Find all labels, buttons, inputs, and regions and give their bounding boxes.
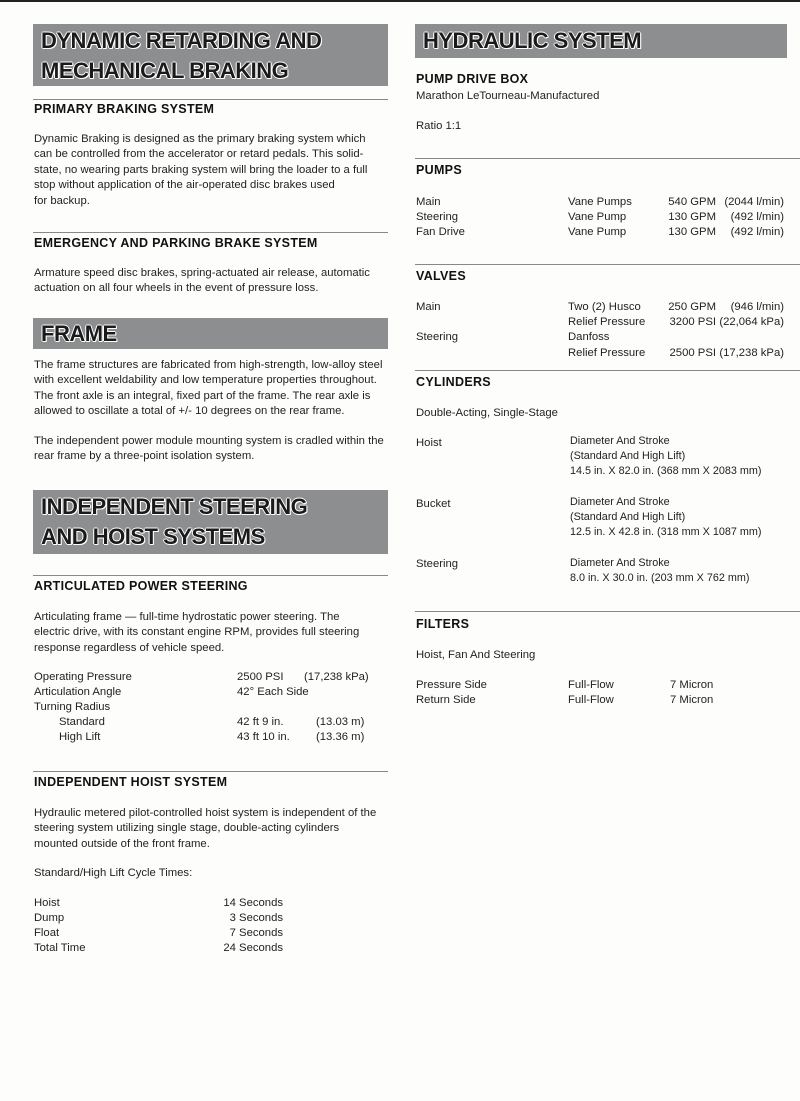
section-rule <box>33 99 388 100</box>
section-rule <box>415 611 800 612</box>
cycle-value: 14 Seconds <box>223 897 283 909</box>
hoist-system-text <box>34 806 376 852</box>
text-line: rear frame by a three-point isolation system. <box>34 450 255 463</box>
hoist-system-heading: INDEPENDENT HOIST SYSTEM <box>34 775 228 789</box>
valve-relief-metric: (22,064 kPa) <box>719 316 784 328</box>
steering-hoist-banner <box>33 490 388 554</box>
filter-label: Pressure Side <box>416 679 487 691</box>
cycle-label: Hoist <box>34 897 60 909</box>
primary-braking-heading: PRIMARY BRAKING SYSTEM <box>34 102 215 116</box>
spec-label: Operating Pressure <box>34 671 132 683</box>
valve-label: Steering <box>416 331 459 343</box>
section-rule <box>33 575 388 576</box>
filters-heading: FILTERS <box>416 617 470 631</box>
pump-label: Fan Drive <box>416 226 465 238</box>
cylinders-heading: CYLINDERS <box>416 375 491 389</box>
spec-label: Articulation Angle <box>34 686 122 698</box>
pump-drive-heading: PUMP DRIVE BOX <box>416 72 529 86</box>
spec-value: 2500 PSI <box>237 671 284 683</box>
frame-text-2 <box>34 434 384 465</box>
pump-value: 130 GPM <box>668 226 716 238</box>
valve-relief: Relief Pressure <box>568 316 646 328</box>
cylinder-detail: Diameter And Stroke <box>570 435 670 447</box>
articulated-steering-heading: ARTICULATED POWER STEERING <box>34 579 248 593</box>
cylinder-detail: 14.5 in. X 82.0 in. (368 mm X 2083 mm) <box>570 465 762 477</box>
valve-label: Main <box>416 301 441 313</box>
pump-metric: (492 l/min) <box>730 211 784 223</box>
text-line: mounted outside of the front frame. <box>34 837 210 850</box>
primary-braking-text <box>34 132 367 209</box>
valve-relief-value: 3200 PSI <box>669 316 716 328</box>
banner-line: MECHANICAL BRAKING <box>41 58 289 83</box>
valve-type: Two (2) Husco <box>568 301 641 313</box>
text-line: for backup. <box>34 194 90 207</box>
spec-value: 43 ft 10 in. <box>237 731 290 743</box>
pump-drive-maker: Marathon LeTourneau-Manufactured <box>416 90 600 102</box>
pump-drive-ratio: Ratio 1:1 <box>416 120 462 132</box>
cylinder-label: Steering <box>416 558 459 570</box>
text-line: with excellent weldability and low temperature properties throughout. <box>34 374 377 387</box>
filters-subtitle: Hoist, Fan And Steering <box>416 649 536 661</box>
section-rule <box>415 158 800 159</box>
hydraulic-system-banner: HYDRAULIC SYSTEM <box>415 24 787 58</box>
cycle-times-title: Standard/High Lift Cycle Times: <box>34 867 193 879</box>
cycle-label: Dump <box>34 912 65 924</box>
spec-value: 42° Each Side <box>237 686 309 698</box>
valve-relief-value: 2500 PSI <box>669 347 716 359</box>
cylinder-label: Hoist <box>416 437 442 449</box>
spec-metric: (13.03 m) <box>316 716 365 728</box>
text-line: actuation on all four wheels in the event of pressure loss. <box>34 282 319 295</box>
cylinder-detail: Diameter And Stroke <box>570 557 670 569</box>
banner-line: INDEPENDENT STEERING <box>41 494 308 519</box>
cylinders-type: Double-Acting, Single-Stage <box>416 407 558 419</box>
text-line: Hydraulic metered pilot-controlled hoist system is independent of the <box>34 807 377 819</box>
top-border <box>0 0 800 2</box>
cylinder-detail: (Standard And High Lift) <box>570 450 686 462</box>
pump-type: Vane Pump <box>568 211 627 223</box>
text-line: stop without application of the air-operated disc brakes used <box>34 179 335 192</box>
text-line: steering system utilizing single stage, double-acting cylinders <box>34 822 340 835</box>
text-line: can be controlled from the accelerator or retard pedals. This solid- <box>34 148 364 161</box>
pump-metric: (2044 l/min) <box>724 196 784 208</box>
text-line: The front axle is an integral, fixed part of the frame. The rear axle is <box>34 389 371 402</box>
cycle-label: Total Time <box>34 942 86 954</box>
cylinder-detail: Diameter And Stroke <box>570 496 670 508</box>
valves-heading: VALVES <box>416 269 466 283</box>
emergency-brake-heading: EMERGENCY AND PARKING BRAKE SYSTEM <box>34 236 318 250</box>
spec-label: Turning Radius <box>34 701 111 713</box>
section-rule <box>33 232 388 233</box>
filter-value: 7 Micron <box>670 679 714 691</box>
emergency-brake-text <box>34 266 370 297</box>
text-line: The independent power module mounting system is cradled within the <box>34 435 384 447</box>
text-line: electric drive, with its constant engine RPM, provides full steering <box>34 626 360 639</box>
filter-label: Return Side <box>416 694 476 706</box>
pump-label: Steering <box>416 211 459 223</box>
filter-type: Full-Flow <box>568 694 614 706</box>
section-rule <box>415 264 800 265</box>
section-rule <box>33 771 388 772</box>
text-line: response regardless of vehicle speed. <box>34 641 225 654</box>
cylinder-label: Bucket <box>416 498 451 510</box>
spec-value: 42 ft 9 in. <box>237 716 284 728</box>
valve-relief-metric: (17,238 kPa) <box>719 347 784 359</box>
spec-label: High Lift <box>59 731 101 743</box>
cycle-label: Float <box>34 927 60 939</box>
text-line: Articulating frame — full-time hydrostatic power steering. The <box>34 611 340 623</box>
frame-banner: FRAME <box>33 318 388 349</box>
cycle-value: 24 Seconds <box>223 942 283 954</box>
cycle-value: 7 Seconds <box>229 927 283 939</box>
spec-metric: (13.36 m) <box>316 731 365 743</box>
pump-type: Vane Pumps <box>568 196 632 208</box>
section-rule <box>415 370 800 371</box>
text-line: allowed to oscillate a total of +/- 10 degrees on the rear frame. <box>34 405 345 418</box>
pump-label: Main <box>416 196 441 208</box>
filter-value: 7 Micron <box>670 694 714 706</box>
text-line: Armature speed disc brakes, spring-actuated air release, automatic <box>34 267 370 279</box>
pumps-heading: PUMPS <box>416 163 462 177</box>
cylinder-detail: 12.5 in. X 42.8 in. (318 mm X 1087 mm) <box>570 526 762 538</box>
text-line: The frame structures are fabricated from high-strength, low-alloy steel <box>34 359 383 371</box>
cylinder-detail: 8.0 in. X 30.0 in. (203 mm X 762 mm) <box>570 572 750 584</box>
valve-metric: (946 l/min) <box>730 301 784 313</box>
pump-value: 130 GPM <box>668 211 716 223</box>
dynamic-retarding-banner <box>33 24 388 86</box>
cylinder-detail: (Standard And High Lift) <box>570 511 686 523</box>
text-line: state, no wearing parts braking system will bring the loader to a full <box>34 163 368 176</box>
banner-line: AND HOIST SYSTEMS <box>41 524 265 549</box>
valve-value: 250 GPM <box>668 301 716 313</box>
cycle-value: 3 Seconds <box>229 912 283 924</box>
spec-metric: (17,238 kPa) <box>304 671 369 683</box>
filter-type: Full-Flow <box>568 679 614 691</box>
pump-value: 540 GPM <box>668 196 716 208</box>
pump-metric: (492 l/min) <box>730 226 784 238</box>
valve-relief: Relief Pressure <box>568 347 646 359</box>
text-line: Dynamic Braking is designed as the primary braking system which <box>34 133 366 145</box>
articulated-steering-text <box>34 610 359 656</box>
frame-text <box>34 358 382 420</box>
valve-type: Danfoss <box>568 331 610 343</box>
banner-line: DYNAMIC RETARDING AND <box>41 28 322 53</box>
pump-type: Vane Pump <box>568 226 627 238</box>
spec-label: Standard <box>59 716 105 728</box>
